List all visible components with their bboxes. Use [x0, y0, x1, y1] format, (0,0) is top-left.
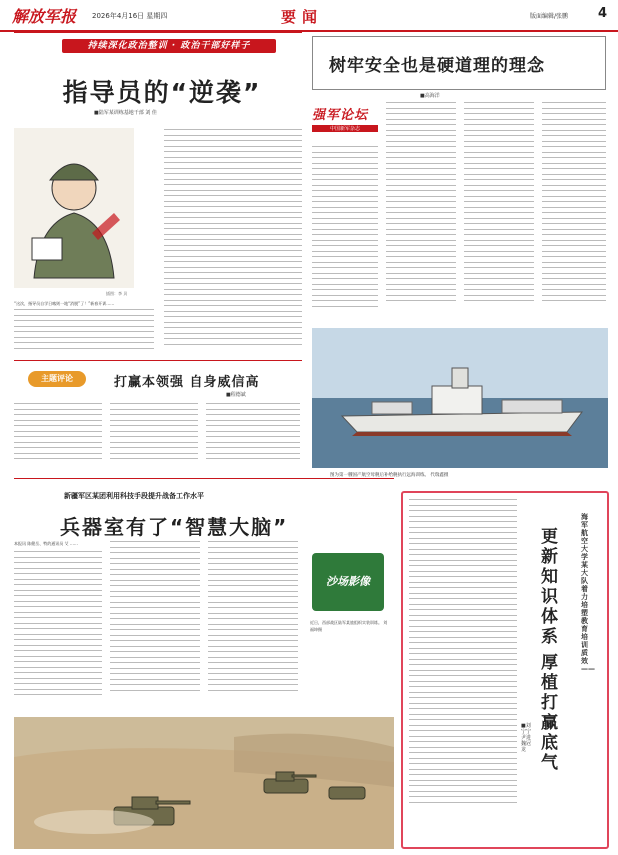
series-banner-text: 持续深化政治整训 · 政治干部好样子: [87, 41, 251, 51]
commentary-byline: ■程德斌: [226, 392, 246, 398]
commentary-tag-text: 主题评论: [41, 374, 73, 383]
commentary-col-3: [206, 403, 300, 465]
article-smart-armory: [14, 478, 394, 849]
training-kicker: 海军航空大学某大队着力培塑教育培训质效——: [581, 513, 595, 673]
page-editor: 版面编辑/张鹏: [530, 13, 569, 20]
commentary-headline: 打赢本领强 自身威信高: [114, 375, 260, 390]
safety-headline: 树牢安全也是硬道理的理念: [329, 56, 545, 76]
article-headline: 指导员的“逆袭”: [62, 78, 262, 107]
masthead: 解放军报: [12, 7, 77, 26]
tank-photo: [14, 717, 394, 849]
article-commentary: [14, 360, 302, 471]
training-headline-1: 更新知识体系: [541, 527, 558, 647]
illustration-caption: 插图：李 贝: [106, 291, 128, 296]
sandscape-badge-text: 沙场影像: [326, 575, 370, 588]
page-number: 4: [598, 6, 608, 21]
armory-byline: 本报讯 陈健岳、特约通讯员 艾 ……: [14, 541, 78, 546]
safety-headline-frame: [312, 36, 606, 90]
safety-col-4: [542, 102, 606, 322]
safety-byline: ■高海洋: [420, 93, 440, 99]
page-header: [0, 0, 618, 32]
series-banner: [62, 39, 276, 53]
section-name: 要闻: [281, 8, 324, 26]
commentary-col-1: [14, 403, 102, 465]
article-training: [401, 491, 609, 849]
commentary-col-2: [110, 403, 198, 465]
armory-col-3: [208, 541, 298, 711]
article-body-right: [164, 129, 302, 353]
commentary-tag: [28, 371, 86, 387]
armory-headline: 兵器室有了“智慧大脑”: [60, 515, 289, 539]
article-body-excerpt: “这次，指导员自学日喀则一地“消脱”了！”新春开训……: [14, 301, 115, 306]
ship-caption: 图为第一艘国产航空母舰后补给舰执行远海训练。 代瑞鑫摄: [330, 473, 449, 478]
safety-col-2: [386, 102, 456, 322]
safety-col-1: [312, 146, 378, 322]
sandscape-badge: [312, 553, 384, 611]
forum-tag: [312, 104, 378, 142]
illustration: [14, 128, 134, 288]
ship-photo: [312, 328, 608, 468]
training-byline: ■刘宁宁 尹进 魏冠龙: [521, 723, 532, 753]
armory-col-1: [14, 551, 102, 711]
forum-tag-subtitle: 中国新军杂志: [312, 125, 378, 132]
article-safety: [310, 32, 608, 484]
forum-tag-title: 强军论坛: [312, 108, 369, 123]
armory-col-2: [110, 541, 200, 711]
sandscape-caption: 近日，西部战区陆军某旅组织实装训练。 刘福坤摄: [310, 620, 388, 632]
article-byline: ■陆军某训练基地干部 刘 佳: [94, 110, 157, 116]
article-body-left: [14, 309, 154, 353]
article-counselor: [14, 32, 302, 353]
issue-date: 2026年4月16日 星期四: [92, 12, 168, 20]
safety-col-3: [464, 102, 534, 322]
armory-kicker: 新疆军区某团利用科技手段提升战备工作水平: [64, 492, 204, 500]
training-headline-2: 厚植打赢底气: [541, 653, 558, 773]
training-col-1: [409, 499, 517, 839]
